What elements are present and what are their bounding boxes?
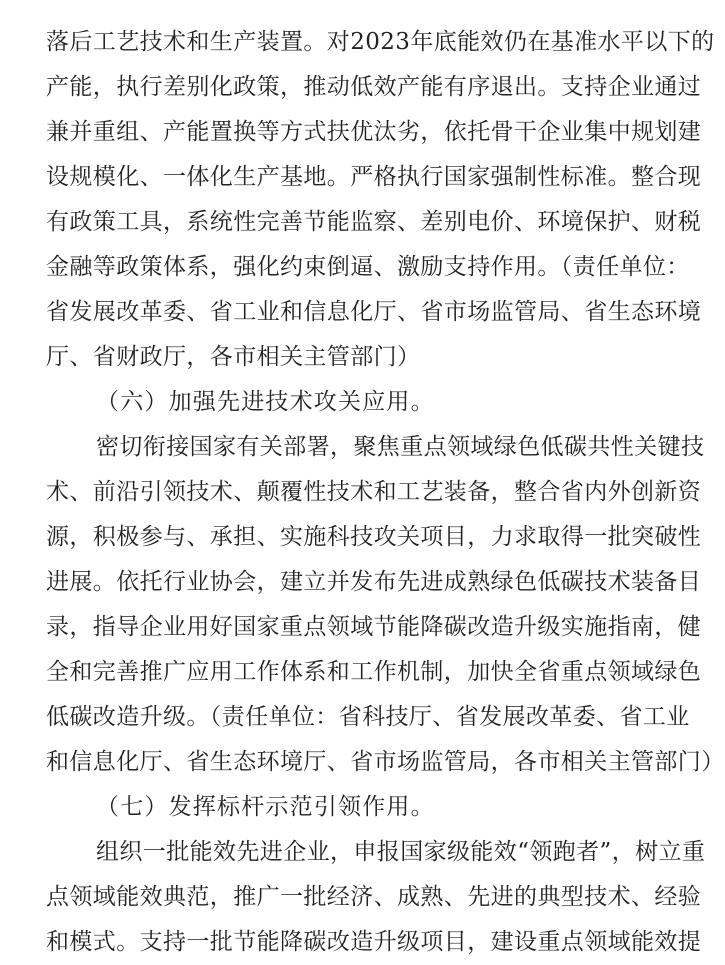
- text-line: 组织一批能效先进企业，申报国家级能效“领跑者”，树立重: [96, 839, 706, 865]
- text-line: 录，指导企业用好国家重点领域节能降碳改造升级实施指南，健: [46, 614, 702, 640]
- text-line: 密切衔接国家有关部署，聚焦重点领域绿色低碳共性关键技: [96, 434, 705, 460]
- section-heading: （六）加强先进技术攻关应用。: [96, 389, 435, 415]
- text-line: 产能，执行差别化政策，推动低效产能有序退出。支持企业通过: [46, 74, 702, 100]
- text-line: 和信息化厅、省生态环境厅、省市场监管局，各市相关主管部门）: [46, 749, 725, 775]
- text-line: 源，积极参与、承担、实施科技攻关项目，力求取得一批突破性: [46, 524, 702, 550]
- text-line: 落后工艺技术和生产装置。对2023年底能效仍在基准水平以下的: [46, 29, 715, 55]
- section-heading: （七）发挥标杆示范引领作用。: [96, 794, 435, 820]
- text-line: 和模式。支持一批节能降碳改造升级项目，建设重点领域能效提: [46, 929, 702, 955]
- text-line: 兼并重组、产能置换等方式扶优汰劣，依托骨干企业集中规划建: [46, 119, 702, 145]
- text-line: 有政策工具，系统性完善节能监察、差别电价、环境保护、财税: [46, 209, 702, 235]
- text-line: 全和完善推广应用工作体系和工作机制，加快全省重点领域绿色: [46, 659, 702, 685]
- text-line: 金融等政策体系，强化约束倒逼、激励支持作用。（责任单位：: [46, 254, 690, 280]
- text-line: 进展。依托行业协会，建立并发布先进成熟绿色低碳技术装备目: [46, 569, 702, 595]
- text-line: 低碳改造升级。（责任单位：省科技厅、省发展改革委、省工业: [46, 704, 690, 730]
- text-line: 设规模化、一体化生产基地。严格执行国家强制性标准。整合现: [46, 164, 702, 190]
- text-line: 术、前沿引领技术、颠覆性技术和工艺装备，整合省内外创新资: [46, 479, 702, 505]
- text-line: 厅、省财政厅，各市相关主管部门）: [46, 344, 421, 370]
- text-line: 省发展改革委、省工业和信息化厅、省市场监管局、省生态环境: [46, 299, 702, 325]
- text-line: 点领域能效典范，推广一批经济、成熟、先进的典型技术、经验: [46, 884, 702, 910]
